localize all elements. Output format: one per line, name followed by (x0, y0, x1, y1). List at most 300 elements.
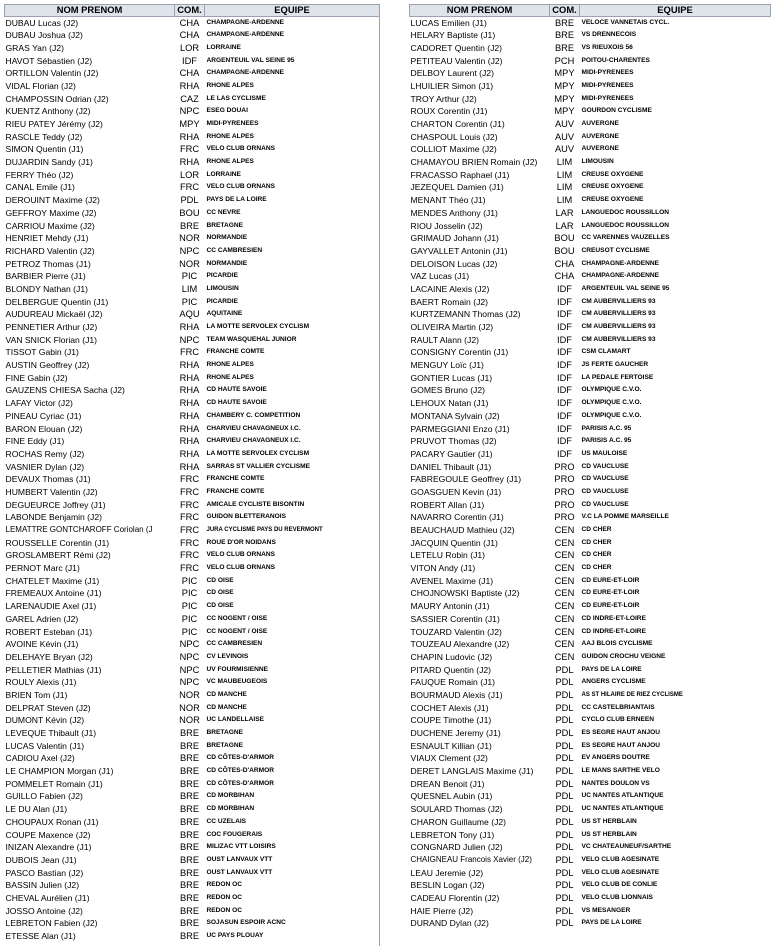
rider-name: VIAUX Clement (J2) (410, 753, 488, 764)
team-name: BRETAGNE (206, 729, 244, 736)
table-row (410, 549, 771, 562)
team-name: CC NOGENT / OISE (206, 627, 268, 635)
team-name: REDON OC (206, 906, 243, 914)
table-row (410, 232, 771, 245)
table-row (410, 879, 771, 892)
rider-name: LHUILIER Simon (J1) (410, 80, 494, 91)
rider-name: SIMON Quentin (J1) (5, 144, 84, 155)
committee-code: IDF (557, 347, 572, 358)
committee-code: CEN (554, 651, 575, 662)
rider-name: VAZ Lucas (J1) (410, 271, 470, 282)
table-row (410, 258, 771, 271)
rider-name: MENGUY Loïc (J1) (410, 360, 484, 371)
team-name: RHONE ALPES (206, 361, 254, 369)
team-name: CREUSE OXYGENE (581, 196, 644, 204)
team-name: EV ANGERS DOUTRE (581, 754, 650, 762)
rider-name: DURAND Dylan (J2) (410, 918, 489, 929)
riders-table-left (4, 4, 380, 943)
table-row (410, 67, 771, 80)
team-name: AUVERGNE (581, 120, 619, 127)
team-name: LORRAINE (206, 43, 241, 51)
team-name: PAYS DE LA LOIRE (206, 196, 267, 204)
team-name: LA MOTTE SERVOLEX CYCLISM (206, 323, 310, 330)
committee-code: BRE (179, 778, 200, 789)
table-row (410, 765, 771, 778)
committee-code: LAR (555, 207, 574, 218)
table-row (5, 549, 380, 562)
team-name: CHARVIEU CHAVAGNEUX I.C. (206, 424, 301, 432)
team-name: VS RIEUXOIS 56 (581, 43, 633, 51)
team-name: CD INDRE-ET-LOIRE (581, 614, 646, 622)
table-row (5, 613, 380, 626)
committee-code: NPC (179, 677, 200, 688)
table-row (5, 689, 380, 702)
rider-name: LE DU Alan (J1) (5, 804, 68, 815)
committee-code: BOU (554, 245, 575, 256)
table-row (5, 727, 380, 740)
team-name: CHAMPAGNE-ARDENNE (206, 69, 285, 77)
committee-code: NOR (179, 258, 200, 269)
team-name: CD CÔTES-D'ARMOR (206, 767, 275, 775)
table-row (5, 841, 380, 854)
rider-name: LEMATTRE GONTCHAROFF Coriolan (J (5, 525, 153, 534)
rider-name: LETELU Robin (J1) (410, 550, 486, 561)
team-name: ROUE D'OR NOIDANS (206, 538, 276, 546)
committee-code: NPC (179, 106, 200, 117)
rider-name: DANIEL Thibault (J1) (410, 461, 492, 472)
table-row (410, 702, 771, 715)
rider-name: COUPE Maxence (J2) (5, 829, 91, 840)
table-row (5, 372, 380, 385)
team-name: OUST LANVAUX VTT (206, 855, 273, 863)
committee-code: AQU (179, 309, 200, 320)
committee-code: MPY (179, 119, 200, 129)
table-row (410, 397, 771, 410)
team-name: US MAULOISE (581, 449, 628, 457)
committee-code: AUV (554, 119, 575, 129)
table-row (5, 524, 380, 537)
committee-code: NPC (179, 651, 200, 662)
rider-name: COLLIOT Maxime (J2) (410, 144, 497, 155)
team-name: PICARDIE (206, 272, 239, 280)
table-row (5, 42, 380, 55)
team-name: SOJASUN ESPOIR ACNC (206, 919, 286, 927)
committee-code: BRE (179, 905, 200, 916)
rider-name: RAULT Alann (J2) (410, 334, 479, 345)
committee-code: IDF (557, 410, 572, 421)
committee-code: PDL (555, 842, 574, 853)
table-row (5, 359, 380, 372)
committee-code: BOU (554, 233, 575, 244)
rider-name: DELPRAT Steven (J2) (5, 702, 91, 713)
rider-name: ROBERT Esteban (J1) (5, 626, 93, 637)
committee-code: PDL (555, 867, 574, 878)
team-name: CD CHER (581, 538, 612, 546)
table-row (410, 575, 771, 588)
rider-name: PETITEAU Valentin (J2) (410, 55, 503, 66)
committee-code: PDL (555, 816, 574, 827)
rider-name: LEAU Jeremie (J2) (410, 867, 484, 878)
rider-name: CHAIGNEAU Francois Xavier (J2) (410, 854, 532, 864)
committee-code: RHA (179, 80, 200, 91)
team-name: AAJ BLOIS CYCLISME (581, 640, 653, 648)
committee-code: PDL (555, 905, 574, 916)
committee-code: NPC (179, 664, 200, 675)
committee-code: PDL (555, 804, 574, 815)
committee-code: BRE (179, 829, 200, 840)
committee-code: FRC (179, 474, 200, 485)
rider-name: BASSIN Julien (J2) (5, 880, 80, 891)
rider-name: LABONDE Benjamin (J2) (5, 512, 102, 523)
rider-name: COUPE Timothe (J1) (410, 715, 492, 726)
table-row (5, 423, 380, 436)
table-row (410, 740, 771, 753)
table-row (410, 156, 771, 169)
table-row (410, 270, 771, 283)
table-row (5, 207, 380, 220)
rider-name: LUCAS Valentin (J1) (5, 740, 85, 751)
table-row (5, 258, 380, 271)
header-com: COM. (550, 5, 580, 17)
committee-code: BRE (554, 17, 575, 28)
table-row (410, 131, 771, 144)
team-name: VELO CLUB ORNANS (206, 183, 276, 191)
rider-name: POMMELET Romain (J1) (5, 778, 103, 789)
committee-code: BRE (179, 816, 200, 827)
team-name: CV LEVINOIS (206, 652, 249, 660)
rider-name: VITON Andy (J1) (410, 563, 476, 574)
team-name: LE LAS CYCLISME (206, 94, 266, 102)
team-name: FRANCHE COMTE (206, 487, 265, 495)
rider-name: PINEAU Cyriac (J1) (5, 410, 82, 421)
rider-name: ETESSE Alan (J1) (5, 931, 76, 941)
team-name: CC NEVRE (206, 208, 241, 216)
table-row (5, 181, 380, 194)
team-name: CHAMPAGNE-ARDENNE (206, 18, 285, 26)
committee-code: RHA (179, 448, 200, 459)
committee-code: CEN (554, 563, 575, 574)
committee-code: CAZ (180, 93, 199, 104)
table-row (410, 169, 771, 182)
team-name: LA MOTTE SERVOLEX CYCLISM (206, 449, 310, 457)
committee-code: NOR (179, 233, 200, 244)
rider-name: DREAN Benoit (J1) (410, 778, 485, 789)
committee-code: CEN (554, 525, 575, 535)
committee-code: RHA (179, 461, 200, 472)
team-name: CD VAUCLUSE (581, 500, 629, 508)
table-row (5, 790, 380, 803)
team-name: CREUSE OXYGENE (581, 183, 644, 191)
rider-name: GEFFROY Maxime (J2) (5, 207, 97, 218)
committee-code: FRC (179, 563, 200, 574)
team-name: MIDI-PYRENEES (581, 81, 634, 89)
committee-code: PDL (555, 740, 574, 751)
team-name: SARRAS ST VALLIER CYCLISME (206, 462, 311, 470)
committee-code: BRE (179, 753, 200, 764)
rider-name: BEAUCHAUD Mathieu (J2) (410, 525, 515, 535)
table-row (410, 892, 771, 905)
team-name: ARGENTEUIL VAL SEINE 95 (206, 56, 295, 64)
team-name: CD VAUCLUSE (581, 462, 629, 470)
rider-name: DUMONT Kévin (J2) (5, 715, 85, 726)
team-name: VS MESANGER (581, 906, 631, 914)
table-row (410, 308, 771, 321)
team-name: TEAM WASQUEHAL JUNIOR (206, 335, 297, 343)
rider-name: PACARY Gautier (J1) (410, 448, 493, 459)
header-name: NOM PRENOM (410, 5, 550, 17)
committee-code: RHA (179, 398, 200, 409)
rider-name: LEHOUX Natan (J1) (410, 398, 489, 409)
committee-code: FRC (179, 499, 200, 510)
rider-name: KURTZEMANN Thomas (J2) (410, 309, 521, 320)
committee-code: BRE (179, 804, 200, 815)
header-team: EQUIPE (580, 5, 771, 17)
rider-name: QUESNEL Aubin (J1) (410, 791, 493, 802)
team-name: NORMANDIE (206, 234, 248, 242)
team-name: NORMANDIE (206, 259, 248, 267)
committee-code: LOR (179, 169, 200, 180)
table-row (410, 867, 771, 880)
team-name: REDON OC (206, 881, 243, 889)
team-name: CHAMPAGNE-ARDENNE (206, 31, 285, 39)
committee-code: FRC (179, 347, 200, 358)
team-name: CD HAUTE SAVOIE (206, 399, 267, 407)
team-name: MIDI-PYRENEES (581, 94, 634, 102)
table-row (410, 118, 771, 131)
table-row (5, 321, 380, 334)
rider-name: HENRIET Mehdy (J1) (5, 233, 89, 244)
team-name: US ST HERBLAIN (581, 817, 637, 825)
committee-code: CHA (179, 30, 200, 41)
table-row (410, 461, 771, 474)
committee-code: IDF (557, 372, 572, 383)
team-name: AUVERGNE (581, 132, 619, 140)
committee-code: PRO (554, 461, 575, 472)
rider-name: TISSOT Gabin (J1) (5, 347, 79, 358)
committee-code: PRO (554, 512, 575, 523)
table-row (5, 854, 380, 867)
rider-name: LEBRETON Tony (J1) (410, 829, 495, 840)
rider-name: BRIEN Tom (J1) (5, 689, 68, 700)
rider-name: LAFAY Victor (J2) (5, 398, 73, 409)
committee-code: BRE (179, 220, 200, 231)
committee-code: BRE (179, 842, 200, 853)
team-name: VELO CLUB AGESINATE (581, 855, 660, 863)
rider-name: ROBERT Allan (J1) (410, 499, 485, 510)
rider-name: RICHARD Valentin (J2) (5, 245, 95, 256)
table-row (5, 930, 380, 943)
table-row (410, 714, 771, 727)
committee-code: RHA (179, 372, 200, 383)
team-name: CD EURE-ET-LOIR (581, 602, 640, 610)
committee-code: PDL (555, 689, 574, 700)
rider-name: PERNOT Marc (J1) (5, 563, 80, 574)
table-row (5, 676, 380, 689)
team-name: NANTES DOULON VS (581, 779, 650, 787)
rider-name: KUENTZ Anthony (J2) (5, 106, 91, 117)
team-name: AMICALE CYCLISTE BISONTIN (206, 500, 305, 508)
team-name: CHAMPAGNE-ARDENNE (581, 259, 660, 267)
rider-name: BESLIN Logan (J2) (410, 880, 485, 891)
rider-name: DEVAUX Thomas (J1) (5, 474, 91, 485)
committee-code: PIC (181, 271, 198, 282)
committee-code: MPY (554, 68, 575, 79)
rider-name: JACQUIN Quentin (J1) (410, 537, 498, 548)
team-name: CM AUBERVILLIERS 93 (581, 310, 656, 318)
committee-code: PRO (554, 474, 575, 485)
rider-name: PITARD Quentin (J2) (410, 664, 492, 675)
committee-code: BRE (554, 30, 575, 41)
committee-code: BRE (179, 867, 200, 878)
team-name: GOURDON CYCLISME (581, 107, 652, 115)
rider-name: CADIOU Axel (J2) (5, 753, 75, 764)
committee-code: RHA (179, 436, 200, 447)
committee-code: NOR (179, 715, 200, 726)
committee-code: PIC (181, 601, 198, 612)
table-row (410, 29, 771, 42)
table-row (410, 727, 771, 740)
table-row (5, 473, 380, 486)
rider-name: DEGUEURCE Joffrey (J1) (5, 499, 106, 510)
committee-code: RHA (179, 360, 200, 371)
table-row (5, 752, 380, 765)
table-row (5, 461, 380, 474)
team-name: RHONE ALPES (206, 132, 254, 140)
table-row (410, 752, 771, 765)
committee-code: IDF (557, 360, 572, 371)
rider-name: CANAL Emile (J1) (5, 182, 75, 193)
table-row (410, 600, 771, 613)
rider-name: ORTILLON Valentin (J2) (5, 68, 99, 79)
team-name: VS DRENNECOIS (581, 31, 637, 39)
rider-name: GAUZENS CHIESA Sacha (J2) (5, 385, 125, 396)
team-name: LANGUEDOC ROUSSILLON (581, 221, 670, 229)
rider-name: GUILLO Fabien (J2) (5, 791, 83, 802)
committee-code: AUV (554, 144, 575, 155)
committee-code: CEN (554, 601, 575, 612)
team-name: LIMOUSIN (581, 158, 614, 166)
team-name: ARGENTEUIL VAL SEINE 95 (581, 284, 670, 292)
table-row (5, 143, 380, 156)
table-row (5, 169, 380, 182)
table-row (5, 905, 380, 918)
team-name: CD MORBIHAN (206, 792, 255, 800)
table-row (5, 740, 380, 753)
committee-code: CEN (554, 626, 575, 637)
rider-name: GROSLAMBERT Rémi (J2) (5, 550, 111, 561)
table-row (410, 613, 771, 626)
rider-name: HELARY Baptiste (J1) (410, 30, 496, 41)
table-row (410, 55, 771, 68)
committee-code: CHA (179, 17, 200, 28)
team-name: CREUSOT CYCLISME (581, 246, 650, 254)
rider-name: PETROZ Thomas (J1) (5, 258, 91, 269)
team-name: UC PAYS PLOUAY (206, 932, 264, 939)
table-row (410, 816, 771, 829)
team-name: PAYS DE LA LOIRE (581, 665, 642, 673)
team-name: CD CHER (581, 526, 612, 533)
committee-code: MPY (554, 80, 575, 91)
rider-name: GONTIER Lucas (J1) (410, 372, 493, 383)
table-row (410, 384, 771, 397)
table-row (410, 473, 771, 486)
committee-code: PDL (555, 677, 574, 688)
team-name: OLYMPIQUE C.V.O. (581, 386, 642, 394)
team-name: CD EURE-ET-LOIR (581, 576, 640, 584)
committee-code: RHA (179, 410, 200, 421)
rider-name: HAIE Pierre (J2) (410, 905, 474, 916)
table-row (410, 359, 771, 372)
header-name: NOM PRENOM (5, 5, 175, 17)
table-row (5, 702, 380, 715)
table-row (410, 854, 771, 867)
rider-name: LEVEQUE Thibault (J1) (5, 728, 97, 738)
committee-code: IDF (557, 436, 572, 447)
table-row (410, 42, 771, 55)
committee-code: CEN (554, 575, 575, 586)
committee-code: PDL (555, 766, 574, 777)
committee-code: BRE (179, 766, 200, 777)
rider-name: CHARTON Corentin (J1) (410, 119, 505, 129)
table-row (5, 867, 380, 880)
table-header-row (5, 5, 380, 17)
table-row (5, 638, 380, 651)
committee-code: PRO (554, 499, 575, 510)
committee-code: IDF (557, 322, 572, 332)
rider-name: CHAPIN Ludovic (J2) (410, 651, 493, 662)
committee-code: BRE (179, 892, 200, 903)
team-name: RHONE ALPES (206, 373, 254, 381)
committee-code: FRC (179, 537, 200, 548)
committee-code: BRE (179, 880, 200, 891)
team-name: MIDI-PYRENEES (206, 120, 259, 127)
committee-code: PIC (181, 613, 198, 624)
team-name: AUVERGNE (581, 145, 619, 153)
team-name: FRANCHE COMTE (206, 348, 265, 356)
table-row (5, 283, 380, 296)
committee-code: PDL (555, 829, 574, 840)
rider-name: FERRY Théo (J2) (5, 169, 74, 180)
team-name: GUIDON CROCHU VEIGNE (581, 652, 666, 660)
rider-name: HAVOT Sébastien (J2) (5, 55, 93, 66)
committee-code: CEN (554, 550, 575, 561)
rider-name: VIDAL Florian (J2) (5, 80, 76, 91)
rider-name: CONSIGNY Corentin (J1) (410, 347, 509, 358)
table-row (5, 131, 380, 144)
table-row (5, 448, 380, 461)
table-row (5, 93, 380, 106)
committee-code: PDL (180, 195, 199, 206)
committee-code: LIM (556, 169, 573, 180)
table-row (5, 626, 380, 639)
team-name: JURA CYCLISME PAYS DU REVERMONT (206, 527, 323, 533)
rider-name: RIOU Josselin (J2) (410, 220, 483, 231)
table-row (5, 486, 380, 499)
table-row (5, 194, 380, 207)
table-row (5, 600, 380, 613)
committee-code: BRE (179, 931, 200, 941)
rider-name: CHEVAL Aurélien (J1) (5, 892, 90, 903)
team-name: CD HAUTE SAVOIE (206, 386, 267, 394)
rider-name: TROY Arthur (J2) (410, 93, 477, 104)
committee-code: PDL (555, 664, 574, 675)
table-row (410, 334, 771, 347)
table-row (410, 626, 771, 639)
table-row (410, 283, 771, 296)
team-name: LE MANS SARTHE VELO (581, 767, 660, 775)
team-name: CC UZELAIS (206, 817, 247, 825)
table-row (5, 829, 380, 842)
